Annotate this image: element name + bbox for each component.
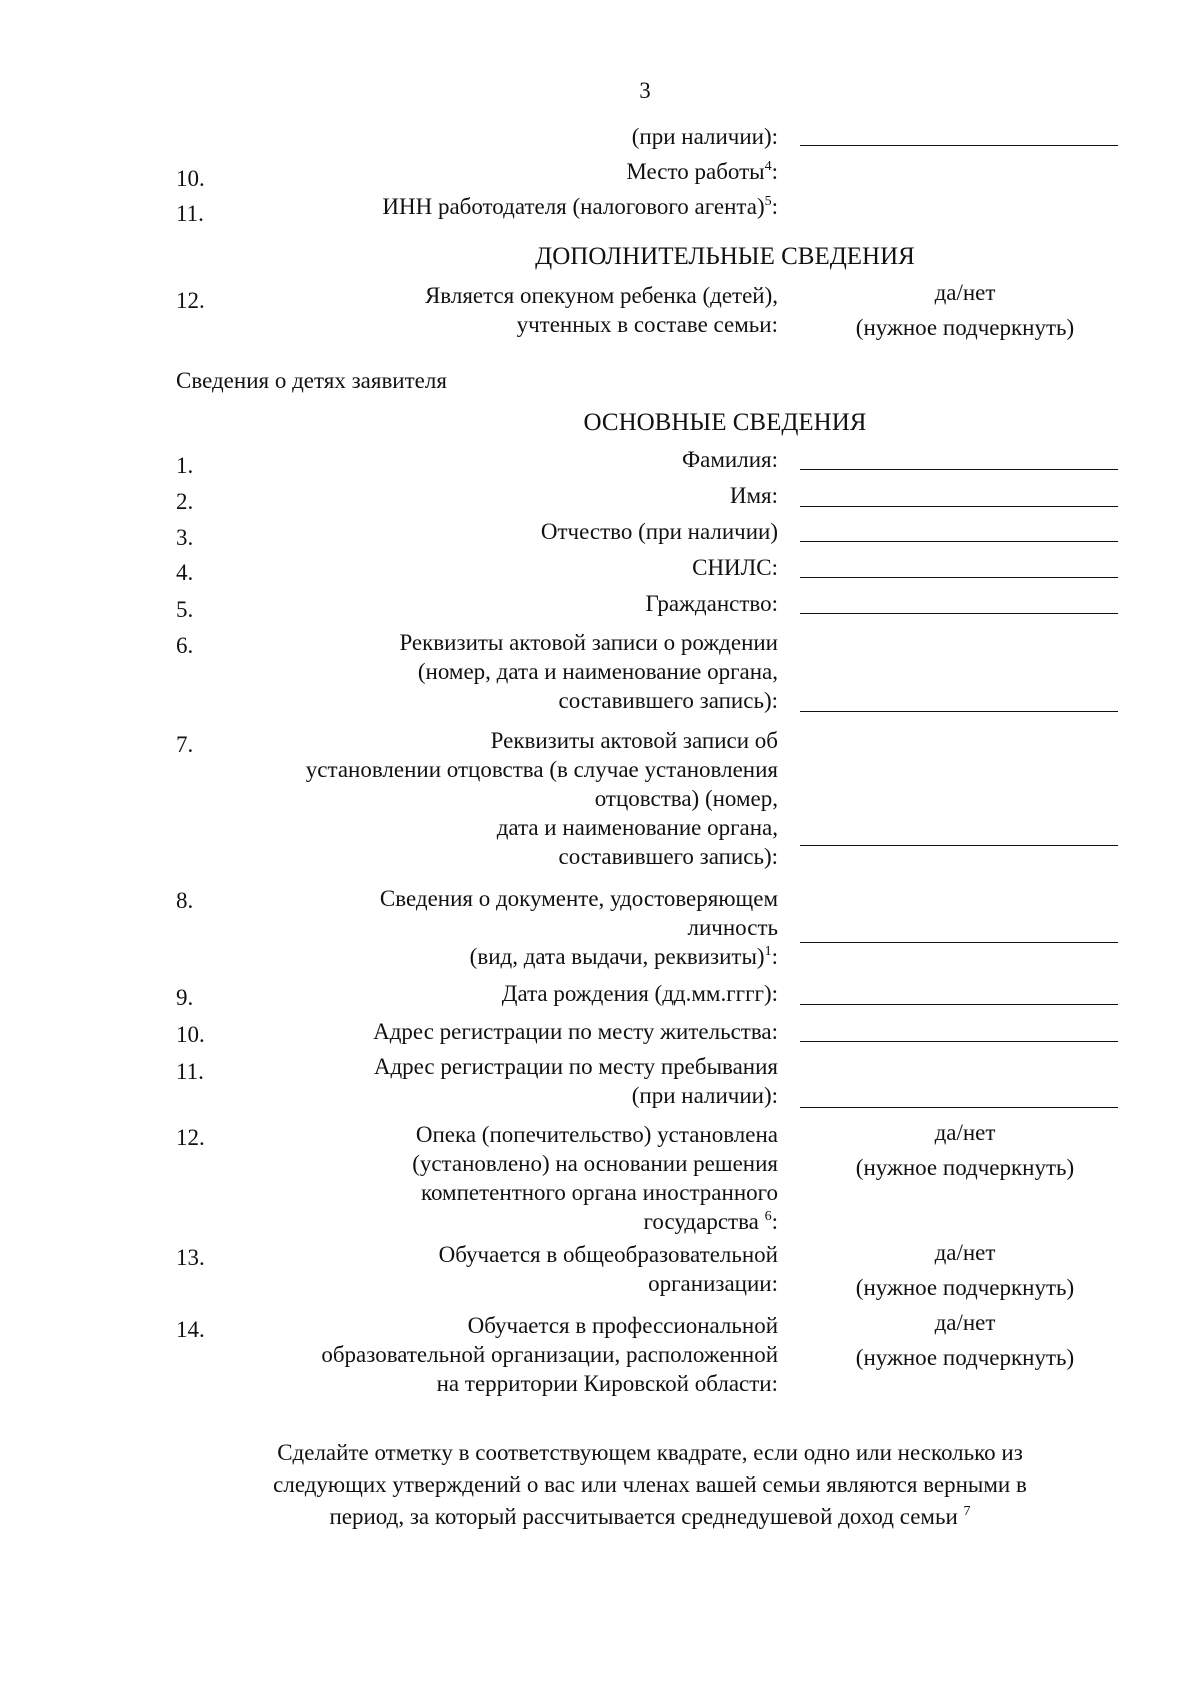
yes-no-choice[interactable]: да/нет (нужное подчеркнуть) <box>855 280 1075 340</box>
item-number: 4. <box>176 560 194 585</box>
section-heading: ОСНОВНЫЕ СВЕДЕНИЯ <box>583 409 867 436</box>
item-number: 7. <box>176 732 194 757</box>
page-number: 3 <box>639 78 651 103</box>
field-label-birth-date: Дата рождения (дд.мм.гггг): <box>501 981 778 1006</box>
yes-no-choice[interactable]: да/нет (нужное подчеркнуть) <box>855 1240 1075 1300</box>
item-number: 10. <box>176 166 205 191</box>
instruction-note: Сделайте отметку в соответствующем квадрате, если одно или несколько из следующих утверждений о вас или членах вашей семьи являются верными в период, за который рассчитывается среднедушевой доход семьи $^7$ <box>273 1440 1027 1529</box>
yes-no-choice[interactable]: да/нет (нужное подчеркнуть) <box>855 1310 1075 1370</box>
children-intro: Сведения о детях заявителя <box>176 368 447 393</box>
item-number: 3. <box>176 525 194 550</box>
field-label-foreign-guardianship: Опека (попечительство) установлена (установлено) на основании решения компетентного органа иностранного государства $^6$: <box>412 1122 778 1234</box>
field-label-identity-document: Сведения о документе, удостоверяющем личность (вид, дата выдачи, реквизиты)$^1$: <box>379 886 778 969</box>
field-label-snils: СНИЛС: <box>692 555 778 580</box>
item-number: 13. <box>176 1245 205 1270</box>
patronymic-input-line[interactable] <box>800 541 1118 542</box>
residence-address-input-line[interactable] <box>800 1041 1118 1042</box>
item-number: 11. <box>176 1059 204 1084</box>
birth-date-input-line[interactable] <box>800 1004 1118 1005</box>
item-number: 12. <box>176 288 205 313</box>
paternity-record-input-line[interactable] <box>800 845 1118 846</box>
name-input-line[interactable] <box>800 506 1118 507</box>
yes-no-choice[interactable]: да/нет (нужное подчеркнуть) <box>855 1120 1075 1180</box>
item-number: 12. <box>176 1125 205 1150</box>
field-label-residence-address: Адрес регистрации по месту жительства: <box>373 1019 778 1044</box>
item-number: 8. <box>176 888 194 913</box>
field-label-stay-address: Адрес регистрации по месту пребывания (при наличии): <box>373 1054 778 1108</box>
field-label-vocational-school: Обучается в профессиональной образовательной организации, расположенной на территории Кировской области: <box>321 1313 778 1396</box>
item-number: 9. <box>176 985 194 1010</box>
item-number: 11. <box>176 201 204 226</box>
item-number: 1. <box>176 453 194 478</box>
field-label-surname: Фамилия: <box>682 447 778 472</box>
field-label-general-school: Обучается в общеобразовательной организации: <box>438 1242 778 1296</box>
field-label-patronymic: Отчество (при наличии) <box>540 519 778 544</box>
item-number: 5. <box>176 597 194 622</box>
identity-document-input-line[interactable] <box>800 942 1118 943</box>
citizenship-input-line[interactable] <box>800 613 1118 614</box>
field-label-citizenship: Гражданство: <box>645 591 778 616</box>
field-label-paternity-record: Реквизиты актовой записи об установлении отцовства (в случае установления отцовства) (номер, дата и наименование органа, составившего запись): <box>305 728 778 869</box>
field-line[interactable] <box>800 145 1118 146</box>
surname-input-line[interactable] <box>800 469 1118 470</box>
field-label-employer-inn: ИНН работодателя (налогового агента)$^5$: <box>382 194 778 219</box>
field-label-workplace: Место работы$^4$: <box>626 159 778 184</box>
birth-record-input-line[interactable] <box>800 711 1118 712</box>
field-label-guardian: Является опекуном ребенка (детей), учтенных в составе семьи: <box>424 283 778 337</box>
field-label-name: Имя: <box>729 483 778 508</box>
field-cont-label: (при наличии): <box>631 124 778 149</box>
snils-input-line[interactable] <box>800 577 1118 578</box>
stay-address-input-line[interactable] <box>800 1107 1118 1108</box>
item-number: 14. <box>176 1317 205 1342</box>
item-number: 6. <box>176 633 194 658</box>
item-number: 2. <box>176 489 194 514</box>
section-heading: ДОПОЛНИТЕЛЬНЫЕ СВЕДЕНИЯ <box>535 243 915 270</box>
item-number: 10. <box>176 1022 205 1047</box>
field-label-birth-record: Реквизиты актовой записи о рождении (номер, дата и наименование органа, составившего запись): <box>399 630 778 713</box>
